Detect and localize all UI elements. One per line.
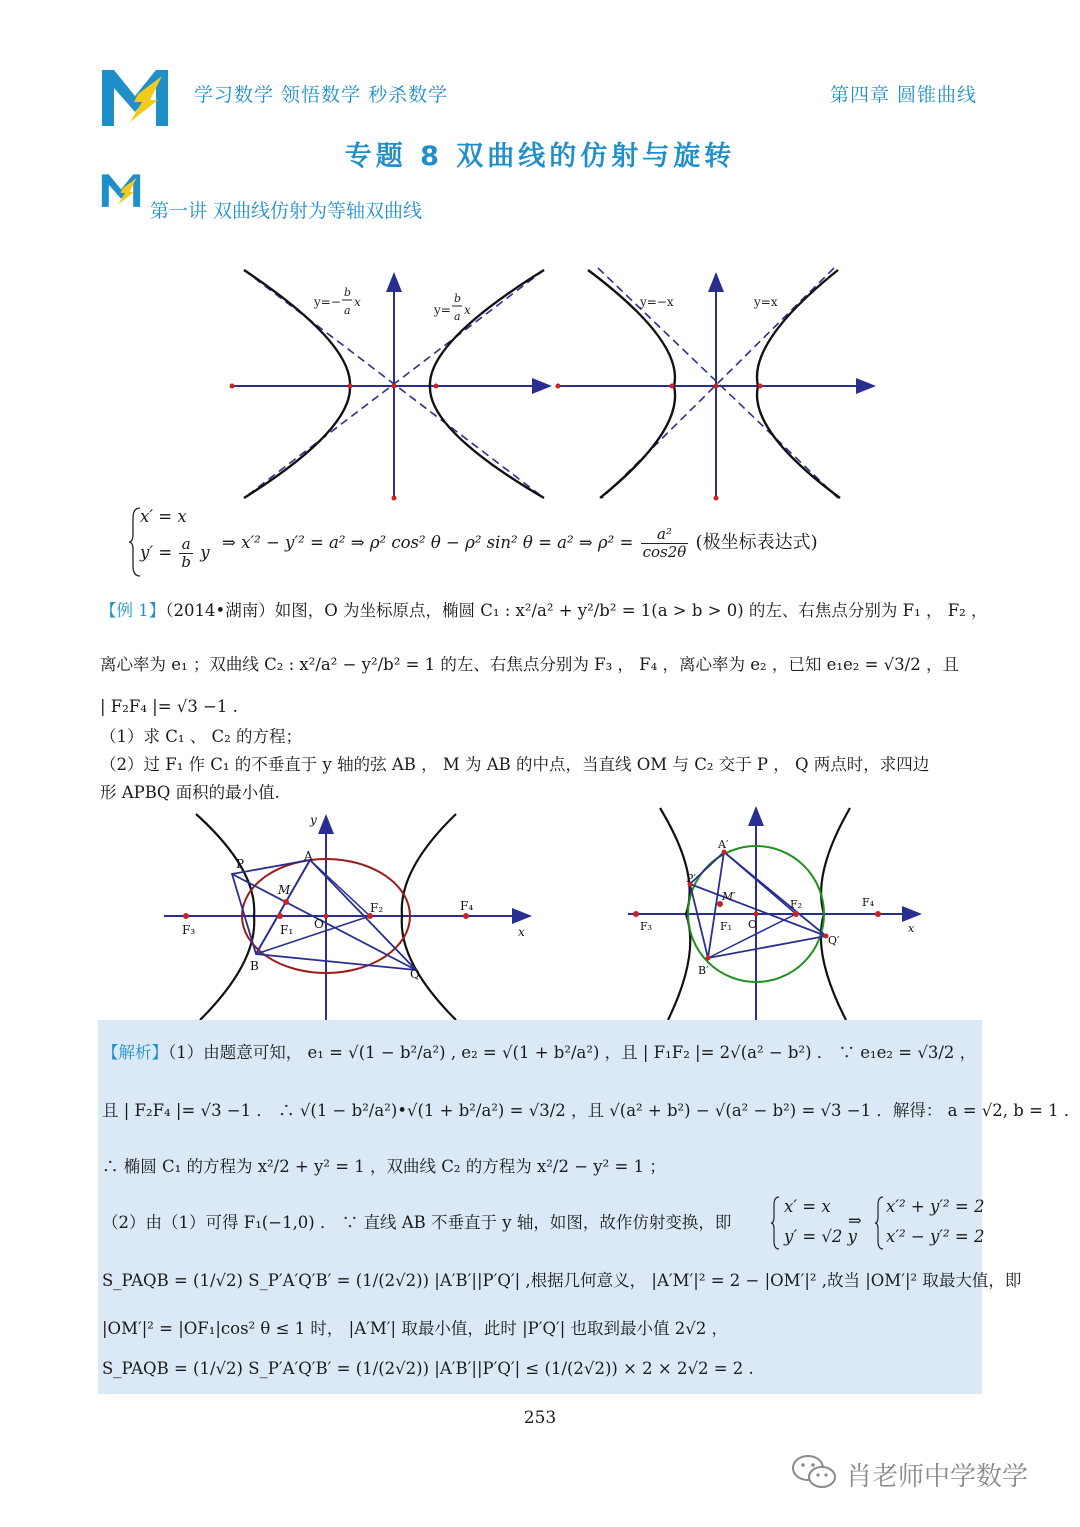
solution-line4: （2）由（1）可得 F₁(−1,0) ． ∵ 直线 AB 不垂直于 y 轴，如图，故作仿射变换，即 bbox=[102, 1213, 732, 1232]
right-hyperbola-plot bbox=[556, 268, 875, 501]
transform-line2-lhs: y′ = bbox=[140, 543, 173, 562]
transform-line2-fraction: $\frac{a}{b}$ bbox=[181, 535, 191, 571]
svg-text:O: O bbox=[748, 918, 758, 931]
transform-chain: ⇒ x′² − y′² = a² ⇒ ρ² cos² θ − ρ² sin² θ = a² ⇒ ρ² = bbox=[222, 533, 634, 552]
section-title: 第一讲 双曲线仿射为等轴双曲线 bbox=[150, 200, 423, 222]
svg-text:x: x bbox=[518, 925, 525, 939]
wechat-icon bbox=[790, 1452, 838, 1492]
svg-text:F₂: F₂ bbox=[790, 898, 803, 911]
svg-text:x: x bbox=[908, 922, 915, 935]
figure-hyperbolas bbox=[228, 262, 888, 502]
svg-text:a: a bbox=[454, 310, 461, 323]
svg-text:y: y bbox=[310, 813, 317, 827]
svg-text:P′: P′ bbox=[686, 872, 696, 885]
transform-line1: x′ = x bbox=[140, 507, 187, 526]
svg-text:F₂: F₂ bbox=[370, 901, 384, 915]
svg-text:F₁: F₁ bbox=[280, 923, 294, 937]
figure-circle-hyperbola bbox=[626, 804, 926, 1022]
svg-text:M′: M′ bbox=[722, 890, 736, 903]
example-line1: 【例 1】（2014•湖南）如图，O 为坐标原点，椭圆 C₁ : x²/a² + y²/b² = 1(a > b > 0) 的左、右焦点分别为 F₁ ， F₂ ， bbox=[100, 601, 988, 620]
svg-text:B: B bbox=[250, 959, 259, 973]
svg-text:Q: Q bbox=[410, 967, 420, 981]
page-title: 专题 8 双曲线的仿射与旋转 bbox=[344, 141, 736, 172]
rho-fraction: $\frac{\text{a²}}{\cos 2\theta}$ bbox=[642, 525, 687, 561]
transform-line2-var: y bbox=[200, 543, 210, 562]
example-line2: 离心率为 e₁ ；双曲线 C₂ : x²/a² − y²/b² = 1 的左、右焦点分别为 F₃ ， F₄ ，离心率为 e₂ ，已知 e₁e₂ = √3/2 ，且 bbox=[100, 655, 959, 674]
left-hyperbola-plot bbox=[230, 270, 551, 501]
solution-line3: ∴ 椭圆 C₁ 的方程为 x²/2 + y² = 1 ，双曲线 C₂ 的方程为 x²/2 − y² = 1 ； bbox=[102, 1157, 666, 1176]
solution-line5: S_PAQB = (1/√2) S_P′A′Q′B′ = (1/(2√2)) |A′B′||P′Q′| ,根据几何意义， |A′M′|² = 2 − |OM′|² ,故当 |OM′|² 取最大值，即 bbox=[102, 1271, 1022, 1290]
svg-text:F₃: F₃ bbox=[182, 923, 196, 937]
solution-line7: S_PAQB = (1/√2) S_P′A′Q′B′ = (1/(2√2)) |A′B′||P′Q′| ≤ (1/(2√2)) × 2 × 2√2 = 2 . bbox=[102, 1359, 754, 1378]
solution-line6: |OM′|² = |OF₁|cos² θ ≤ 1 时， |A′M′| 取最小值，此时 |P′Q′| 也取到最小值 2√2 ， bbox=[102, 1319, 729, 1338]
svg-text:F₄: F₄ bbox=[862, 896, 875, 909]
solution-line2: 且 | F₂F₄ |= √3 −1 ． ∴ √(1 − b²/a²)•√(1 + b²/a²) = √3/2 ，且 √(a² + b²) − √(a² − b²) = √3 −1 ．解得： a = √2, b = 1 ． bbox=[102, 1101, 1080, 1120]
section-logo bbox=[100, 172, 142, 208]
chapter-title: 第四章 圆锥曲线 bbox=[829, 84, 977, 106]
polar-note: (极坐标表达式) bbox=[695, 532, 818, 553]
svg-text:P: P bbox=[236, 857, 245, 871]
svg-text:y=−: y=− bbox=[314, 295, 341, 309]
svg-text:A′: A′ bbox=[718, 838, 729, 851]
svg-text:A: A bbox=[304, 849, 313, 863]
example-tag: 【例 1】 bbox=[100, 601, 166, 620]
solution-line1: 【解析】（1）由题意可知， e₁ = √(1 − b²/a²) , e₂ = √(1 + b²/a²) ，且 | F₁F₂ |= 2√(a² − b²) ． ∵ e₁e₂ = √3/2 ， bbox=[102, 1043, 977, 1062]
svg-text:y=x: y=x bbox=[754, 295, 778, 309]
svg-text:y=: y= bbox=[434, 303, 451, 317]
svg-text:y=−x: y=−x bbox=[640, 295, 674, 309]
svg-text:b: b bbox=[454, 292, 462, 305]
svg-text:F₄: F₄ bbox=[460, 899, 474, 913]
example-line3: | F₂F₄ |= √3 −1 . bbox=[100, 697, 238, 716]
svg-text:B′: B′ bbox=[698, 964, 709, 977]
svg-text:x: x bbox=[464, 303, 471, 317]
affine-transform-formula bbox=[128, 506, 828, 582]
example-question2a: （2）过 F₁ 作 C₁ 的不垂直于 y 轴的弦 AB ， M 为 AB 的中点，当直线 OM 与 C₂ 交于 P ， Q 两点时，求四边 bbox=[100, 755, 930, 774]
svg-text:F₁: F₁ bbox=[720, 920, 733, 933]
solution-tag: 【解析】 bbox=[102, 1043, 168, 1062]
logo bbox=[100, 66, 170, 128]
example-question1: （1）求 C₁ 、 C₂ 的方程； bbox=[100, 727, 302, 746]
watermark-text: 肖老师中学数学 bbox=[846, 1462, 1029, 1492]
svg-text:a: a bbox=[344, 304, 351, 317]
svg-text:b: b bbox=[344, 286, 352, 299]
svg-text:M: M bbox=[278, 883, 291, 897]
page-number: 253 bbox=[523, 1408, 557, 1428]
svg-text:Q′: Q′ bbox=[828, 934, 840, 947]
example-question2b: 形 APBQ 面积的最小值. bbox=[100, 783, 280, 802]
affine-system: x′ = x y′ = √2 y ⇒ x′² + y′² = 2 x′² − y′² = 2 bbox=[770, 1196, 980, 1252]
header-slogan: 学习数学 领悟数学 秒杀数学 bbox=[194, 84, 449, 106]
figure-ellipse-hyperbola bbox=[160, 810, 540, 1022]
svg-text:O: O bbox=[314, 917, 324, 931]
svg-text:F₃: F₃ bbox=[640, 920, 653, 933]
svg-text:x: x bbox=[354, 295, 361, 309]
